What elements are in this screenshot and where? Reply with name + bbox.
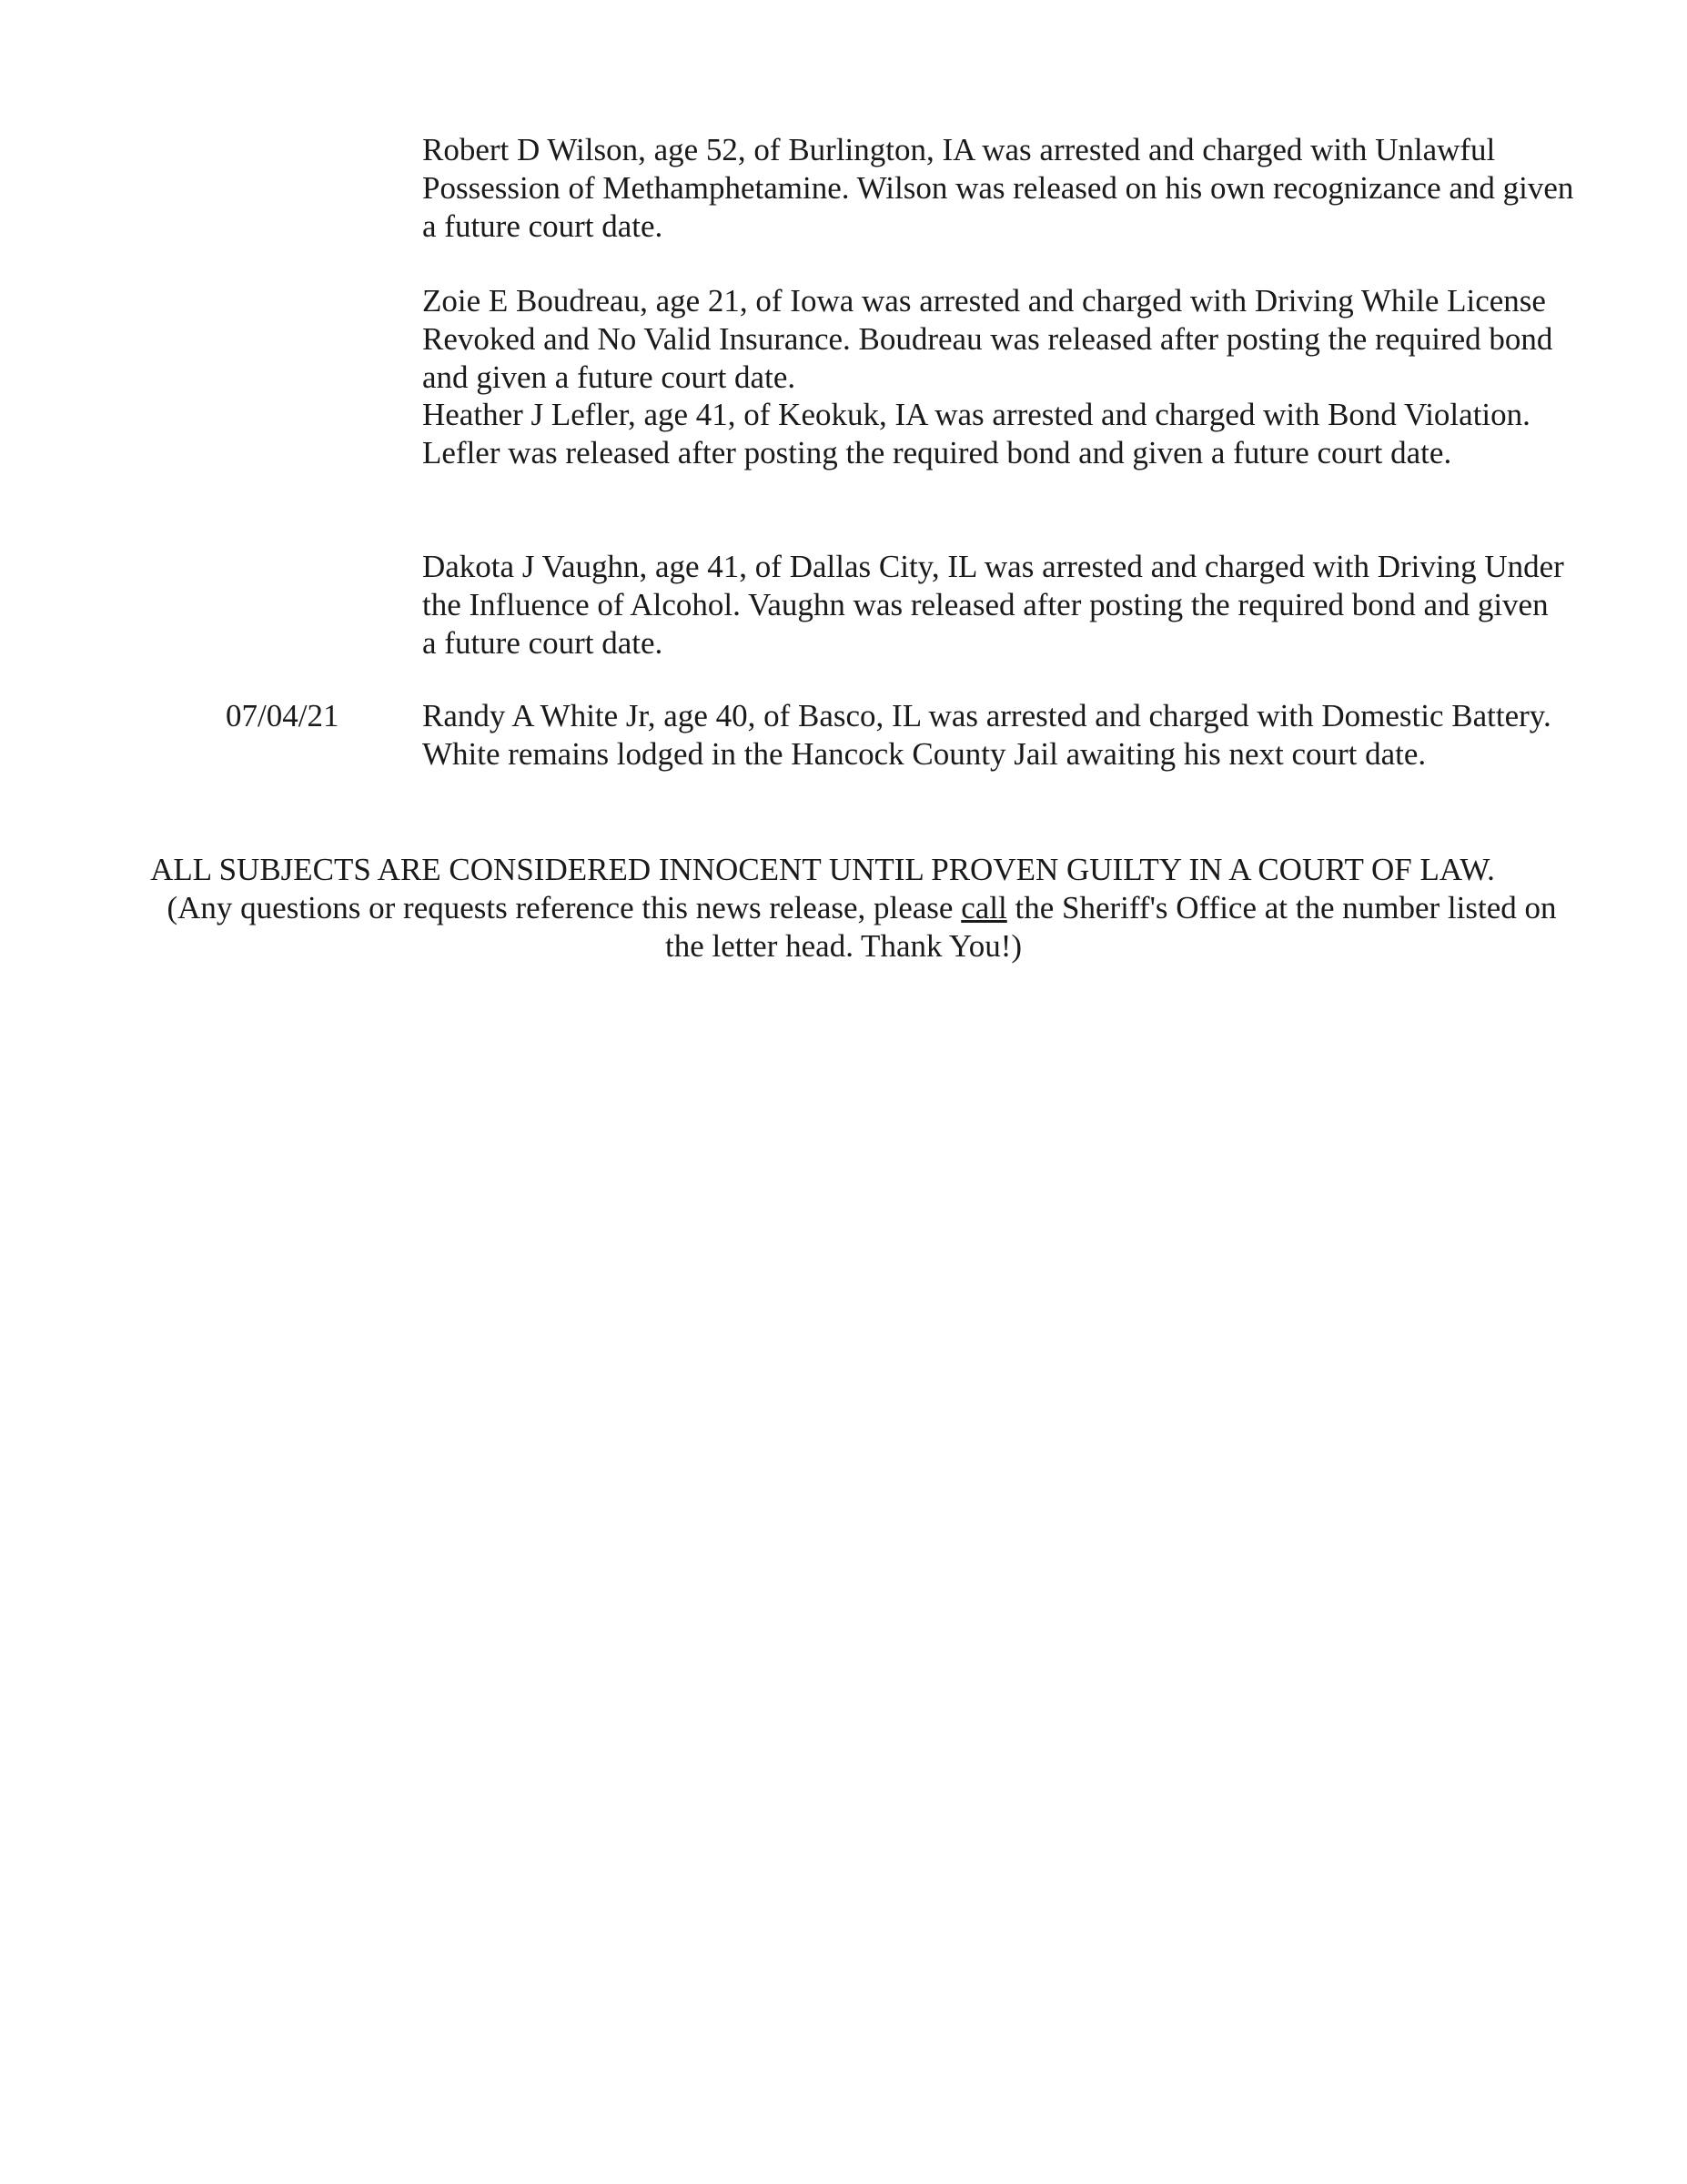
disclaimer-line-2: [0, 889, 1687, 927]
arrest-entry-boudreau: [422, 282, 1552, 397]
disclaimer-line-1: ALL SUBJECTS ARE CONSIDERED INNOCENT UNTIL PROVEN GUILTY IN A COURT OF LAW.: [150, 852, 1495, 887]
entry-line: Revoked and No Valid Insurance. Boudreau was released after posting the required bond: [422, 321, 1553, 357]
entry-line: the Influence of Alcohol. Vaughn was released after posting the required bond and given: [422, 587, 1549, 622]
arrest-entry-white: [422, 697, 1551, 774]
entry-line: Possession of Methamphetamine. Wilson was released on his own recognizance and given: [422, 170, 1574, 206]
entry-line: a future court date.: [422, 625, 663, 661]
disclaimer: [0, 851, 1687, 966]
entry-date: 07/04/21: [226, 698, 339, 733]
entry-line: Dakota J Vaughn, age 41, of Dallas City, IL was arrested and charged with Driving Under: [422, 549, 1564, 584]
entry-line: Heather J Lefler, age 41, of Keokuk, IA was arrested and charged with Bond Violation.: [422, 397, 1530, 432]
entry-line: Zoie E Boudreau, age 21, of Iowa was arrested and charged with Driving While License: [422, 283, 1546, 318]
entry-line: Lefler was released after posting the required bond and given a future court date.: [422, 435, 1452, 470]
disclaimer-text: (Any questions or requests reference this news release, please: [167, 890, 962, 925]
entry-line: White remains lodged in the Hancock County Jail awaiting his next court date.: [422, 736, 1427, 772]
entry-line: and given a future court date.: [422, 359, 796, 395]
entry-line: Randy A White Jr, age 40, of Basco, IL was arrested and charged with Domestic Battery.: [422, 698, 1551, 733]
call-link: call: [961, 890, 1007, 925]
arrest-entry-vaughn: [422, 548, 1564, 662]
arrest-entry-wilson: [422, 131, 1573, 246]
arrest-entry-lefler: [422, 396, 1530, 472]
entry-line: a future court date.: [422, 208, 663, 244]
disclaimer-text: the Sheriff's Office at the number listed on: [1006, 890, 1557, 925]
disclaimer-line-3: the letter head. Thank You!): [664, 928, 1023, 964]
entry-line: Robert D Wilson, age 52, of Burlington, IA was arrested and charged with Unlawful: [422, 132, 1496, 167]
